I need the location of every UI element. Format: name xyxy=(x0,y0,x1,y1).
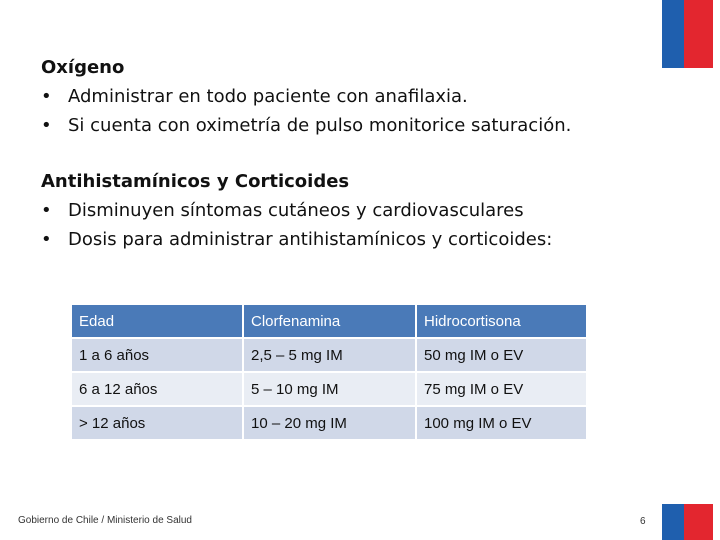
list-item-text: Administrar en todo paciente con anafilaxia. xyxy=(68,86,468,107)
table-row xyxy=(71,406,587,440)
table-row xyxy=(71,338,587,372)
column-header-edad: Edad xyxy=(71,304,243,338)
bullet-list xyxy=(41,196,552,254)
section-oxigeno xyxy=(41,54,571,140)
dosage-table xyxy=(70,303,588,441)
bullet-icon: • xyxy=(41,200,52,221)
section-antihistaminicos xyxy=(41,168,552,254)
page-number: 6 xyxy=(640,516,646,527)
column-header-clorfenamina: Clorfenamina xyxy=(243,304,416,338)
flag-blue-stripe xyxy=(662,504,684,540)
table-cell: 5 – 10 mg IM xyxy=(243,372,416,406)
bullet-icon: • xyxy=(41,229,52,250)
table-cell: 75 mg IM o EV xyxy=(416,372,587,406)
list-item xyxy=(41,225,552,254)
list-item-text: Dosis para administrar antihistamínicos y corticoides: xyxy=(68,229,553,250)
flag-red-stripe xyxy=(684,504,713,540)
table-cell: 1 a 6 años xyxy=(71,338,243,372)
bullet-list xyxy=(41,82,571,140)
table-cell: 2,5 – 5 mg IM xyxy=(243,338,416,372)
flag-blue-stripe xyxy=(662,0,684,68)
list-item xyxy=(41,196,552,225)
table-cell: 10 – 20 mg IM xyxy=(243,406,416,440)
table-cell: 50 mg IM o EV xyxy=(416,338,587,372)
flag-red-stripe xyxy=(684,0,713,68)
gobierno-flag-top xyxy=(662,0,713,68)
list-item-text: Si cuenta con oximetría de pulso monitorice saturación. xyxy=(68,115,572,136)
list-item xyxy=(41,82,571,111)
table-header-row xyxy=(71,304,587,338)
table-row xyxy=(71,372,587,406)
section-title: Oxígeno xyxy=(41,57,125,78)
list-item xyxy=(41,111,571,140)
column-header-hidrocortisona: Hidrocortisona xyxy=(416,304,587,338)
section-title: Antihistamínicos y Corticoides xyxy=(41,171,350,192)
table-cell: 100 mg IM o EV xyxy=(416,406,587,440)
gobierno-flag-bottom xyxy=(662,504,713,540)
table-cell: 6 a 12 años xyxy=(71,372,243,406)
bullet-icon: • xyxy=(41,115,52,136)
footer-organization: Gobierno de Chile / Ministerio de Salud xyxy=(18,515,192,526)
bullet-icon: • xyxy=(41,86,52,107)
list-item-text: Disminuyen síntomas cutáneos y cardiovasculares xyxy=(68,200,524,221)
table-cell: > 12 años xyxy=(71,406,243,440)
